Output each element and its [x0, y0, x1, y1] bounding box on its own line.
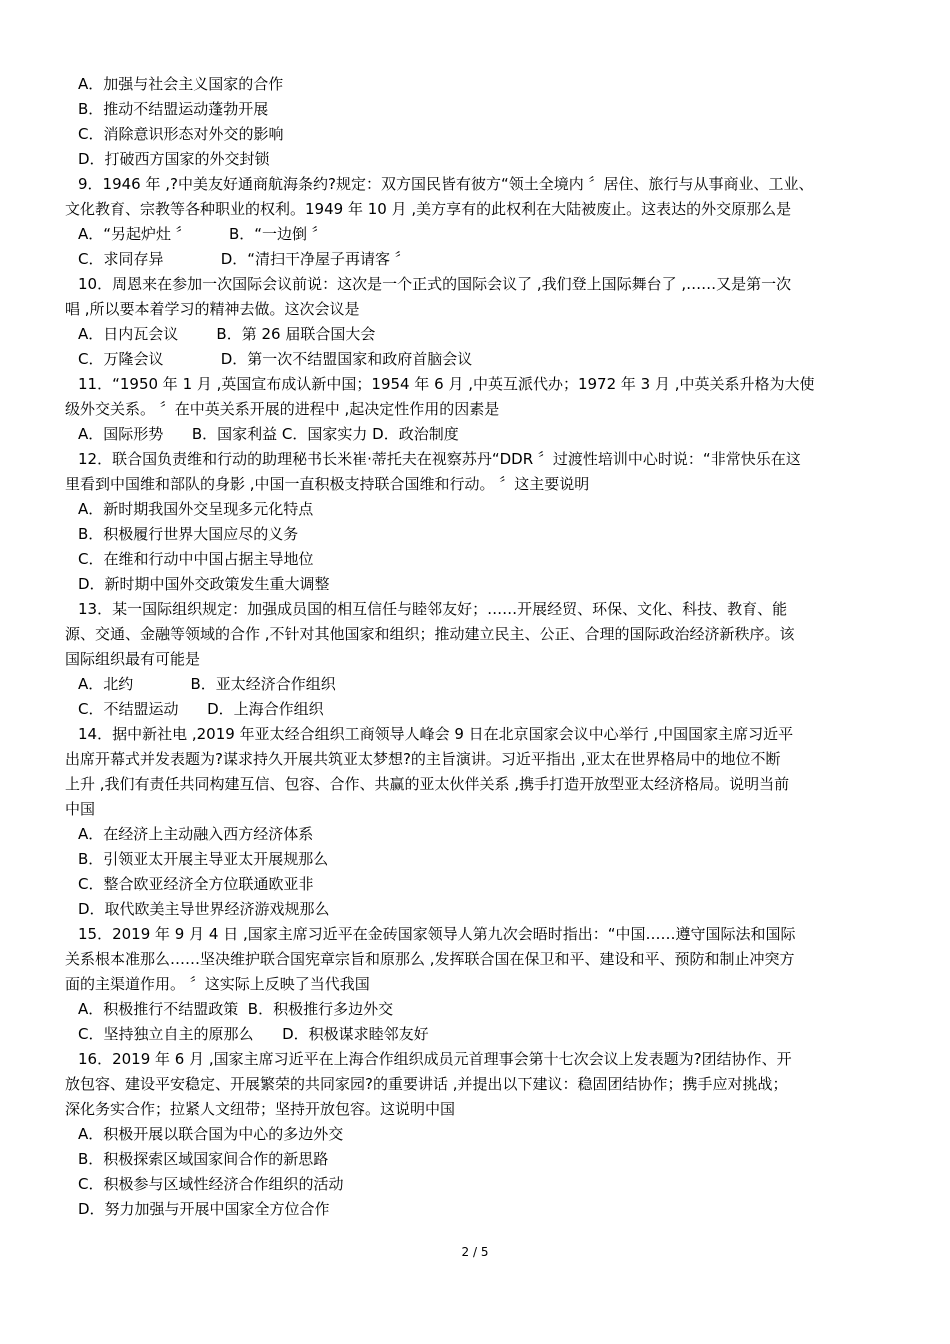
option-line: A．在经济上主动融入西方经济体系: [78, 825, 314, 843]
question-9-line: 9．1946 年 ,?中美友好通商航海条约?规定：双方国民皆有彼方“领土全境内 〞居住、旅行与从事商业、工业、: [78, 175, 814, 193]
option-line: C．在维和行动中中国占据主导地位: [78, 550, 314, 568]
question-14-line: 14．据中新社电 ,2019 年亚太经合组织工商领导人峰会 9 日在北京国家会议中心举行 ,中国国家主席习近平: [78, 725, 794, 743]
option-line: D．取代欧美主导世界经济游戏规那么: [78, 900, 330, 918]
option-line: D．新时期中国外交政策发生重大调整: [78, 575, 330, 593]
question-15-line: 15．2019 年 9 月 4 日 ,国家主席习近平在金砖国家领导人第九次会晤时指出：“中国……遵守国际法和国际: [78, 925, 796, 943]
option-line: B．积极履行世界大国应尽的义务: [78, 525, 299, 543]
option-line: D．打破西方国家的外交封锁: [78, 150, 270, 168]
question-14-line: 中国: [65, 800, 96, 818]
page-number: 2 / 5: [461, 1245, 489, 1259]
question-13-line: 13．某一国际组织规定：加强成员国的相互信任与睦邻友好；……开展经贸、环保、文化、科技、教育、能: [78, 600, 788, 618]
option-line: C．积极参与区域性经济合作组织的活动: [78, 1175, 344, 1193]
option-line: B．积极探索区域国家间合作的新思路: [78, 1150, 329, 1168]
option-line: B．引领亚太开展主导亚太开展规那么: [78, 850, 329, 868]
question-10-line: 10．周恩来在参加一次国际会议前说：这次是一个正式的国际会议了 ,我们登上国际舞台了 ,……又是第一次: [78, 275, 792, 293]
option-line: A．日内瓦会议 B．第 26 届联合国大会: [78, 325, 376, 343]
option-line: A．加强与社会主义国家的合作: [78, 75, 284, 93]
option-line: A．国际形势 B．国家利益 C．国家实力 D．政治制度: [78, 425, 459, 443]
option-line: B．推动不结盟运动蓬勃开展: [78, 100, 269, 118]
question-16-line: 深化务实合作；拉紧人文纽带；坚持开放包容。这说明中国: [65, 1100, 456, 1118]
question-12-line: 里看到中国维和部队的身影 ,中国一直积极支持联合国维和行动。 〞这主要说明: [65, 475, 590, 493]
question-10-line: 唱 ,所以要本着学习的精神去做。这次会议是: [65, 300, 360, 318]
option-line: A．北约 B．亚太经济合作组织: [78, 675, 336, 693]
option-line: A．积极推行不结盟政策 B．积极推行多边外交: [78, 1000, 394, 1018]
option-line: D．努力加强与开展中国家全方位合作: [78, 1200, 330, 1218]
option-line: C．不结盟运动 D．上海合作组织: [78, 700, 324, 718]
page-content: [65, 72, 895, 1222]
question-11-line: 11．“1950 年 1 月 ,英国宣布成认新中国；1954 年 6 月 ,中英互派代办；1972 年 3 月 ,中英关系升格为大使: [78, 375, 815, 393]
option-line: A．积极开展以联合国为中心的多边外交: [78, 1125, 344, 1143]
question-9-line: 文化教育、宗教等各种职业的权利。1949 年 10 月 ,美方享有的此权利在大陆被废止。这表达的外交原那么是: [65, 200, 792, 218]
question-15-line: 关系根本准那么……坚决维护联合国宪章宗旨和原那么 ,发挥联合国在保卫和平、建设和平、预防和制止冲突方: [65, 950, 795, 968]
option-line: C．万隆会议 D．第一次不结盟国家和政府首脑会议: [78, 350, 473, 368]
question-13-line: 国际组织最有可能是: [65, 650, 201, 668]
question-14-line: 出席开幕式并发表题为?谋求持久开展共筑亚太梦想?的主旨演讲。习近平指出 ,亚太在世界格局中的地位不断: [65, 750, 781, 768]
question-12-line: 12．联合国负责维和行动的助理秘书长米崔·蒂托夫在视察苏丹“DDR 〞过渡性培训中心时说：“非常快乐在这: [78, 450, 801, 468]
question-11-line: 级外交关系。 〞在中英关系开展的进程中 ,起决定性作用的因素是: [65, 400, 500, 418]
question-13-line: 源、交通、金融等领域的合作 ,不针对其他国家和组织；推动建立民主、公正、合理的国际政治经济新秩序。该: [65, 625, 795, 643]
question-15-line: 面的主渠道作用。 〞这实际上反映了当代我国: [65, 975, 370, 993]
option-line: C．整合欧亚经济全方位联通欧亚非: [78, 875, 314, 893]
option-line: C．坚持独立自主的原那么 D．积极谋求睦邻友好: [78, 1025, 429, 1043]
option-line: C．求同存异 D．“清扫干净屋子再请客 〞: [78, 250, 410, 268]
question-16-line: 放包容、建设平安稳定、开展繁荣的共同家园?的重要讲话 ,并提出以下建议：稳固团结协作；携手应对挑战；: [65, 1075, 788, 1093]
option-line: C．消除意识形态对外交的影响: [78, 125, 284, 143]
option-line: A．“另起炉灶 〞 B．“一边倒 〞: [78, 225, 327, 243]
question-14-line: 上升 ,我们有责任共同构建互信、包容、合作、共赢的亚太伙伴关系 ,携手打造开放型亚太经济格局。说明当前: [65, 775, 790, 793]
option-line: A．新时期我国外交呈现多元化特点: [78, 500, 314, 518]
question-16-line: 16．2019 年 6 月 ,国家主席习近平在上海合作组织成员元首理事会第十七次会议上发表题为?团结协作、开: [78, 1050, 792, 1068]
